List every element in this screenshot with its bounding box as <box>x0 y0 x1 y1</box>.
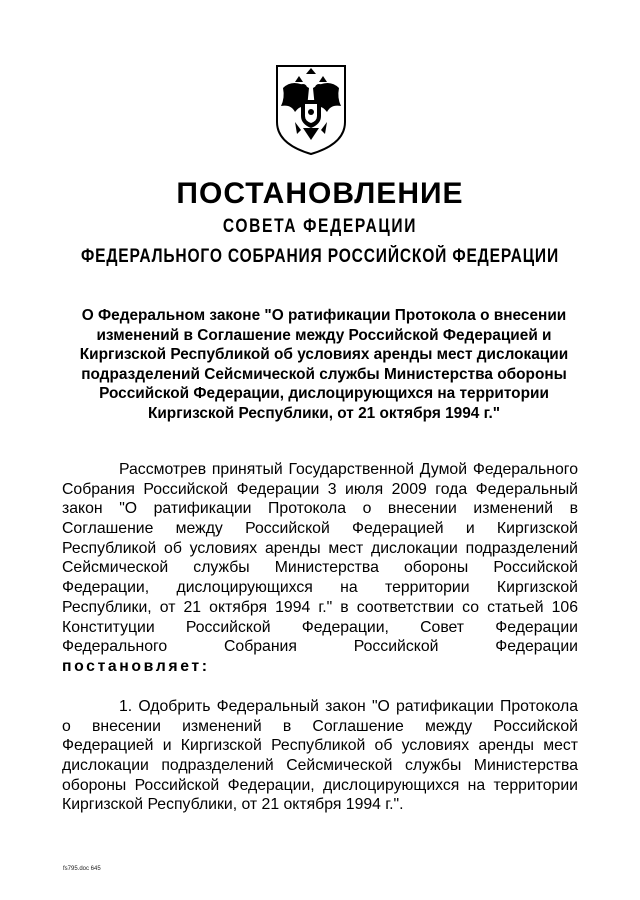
document-title: ПОСТАНОВЛЕНИЕ <box>176 177 464 210</box>
russian-coat-of-arms-icon <box>273 64 349 156</box>
document-subtitle-council: СОВЕТА ФЕДЕРАЦИИ <box>222 216 418 237</box>
item-1-line: Киргизской Республики, от 21 октября 1994 г.". <box>62 796 404 814</box>
item-1-line: Федерацией и Киргизской Республикой об условиях аренды мест <box>62 737 578 755</box>
preamble-line: Соглашение между Российской Федерацией и Киргизской <box>62 520 578 538</box>
law-title-line: Российской Федерации, дислоцирующихся на территории <box>99 385 549 403</box>
item-1-line: обороны Российской Федерации, дислоцирующихся на территории <box>62 776 578 794</box>
preamble-line: Республики, от 21 октября 1994 г." в соответствии со статьей 106 <box>62 598 578 616</box>
preamble-line: Республикой об условиях аренды мест дислокации подразделений <box>62 539 578 557</box>
preamble-line: Конституции Российской Федерации, Совет Федерации <box>62 618 578 636</box>
law-title-line: изменений в Соглашение между Российской Федерацией и <box>96 326 552 344</box>
preamble-line: Рассмотрев принятый Государственной Думой Федерального <box>119 461 578 478</box>
preamble-line: Сейсмической службы Министерства обороны Российской <box>62 559 578 577</box>
preamble-line: Федерального Собрания Российской Федерации <box>62 638 578 656</box>
law-title-line: подразделений Сейсмической службы Министерства обороны <box>81 365 567 383</box>
resolves-word: постановляет: <box>62 657 210 675</box>
item-1-line: о внесении изменений в Соглашение между Российской <box>62 717 578 735</box>
preamble-paragraph <box>62 460 578 677</box>
preamble-line: Федерации, дислоцирующихся на территории Киргизской <box>62 579 578 597</box>
item-1-line: 1. Одобрить Федеральный закон "О ратификации Протокола <box>119 698 578 715</box>
law-title <box>54 306 594 424</box>
preamble-line: закон "О ратификации Протокола о внесении изменений в <box>62 500 578 518</box>
law-title-line: О Федеральном законе "О ратификации Протокола о внесении <box>81 307 567 324</box>
law-title-line: Киргизской Республики, от 21 октября 1994 г." <box>147 404 501 422</box>
item-1-line: дислокации подразделений Сейсмической службы Министерства <box>62 757 578 775</box>
document-subtitle-assembly: ФЕДЕРАЛЬНОГО СОБРАНИЯ РОССИЙСКОЙ ФЕДЕРАЦИИ <box>81 246 559 267</box>
item-1-paragraph <box>62 697 578 815</box>
law-title-line: Киргизской Республикой об условиях аренды мест дислокации <box>79 346 569 364</box>
document-file-code: fs795.doc 645 <box>63 866 101 872</box>
preamble-line: Собрания Российской Федерации 3 июля 2009 года Федеральный <box>62 480 578 498</box>
